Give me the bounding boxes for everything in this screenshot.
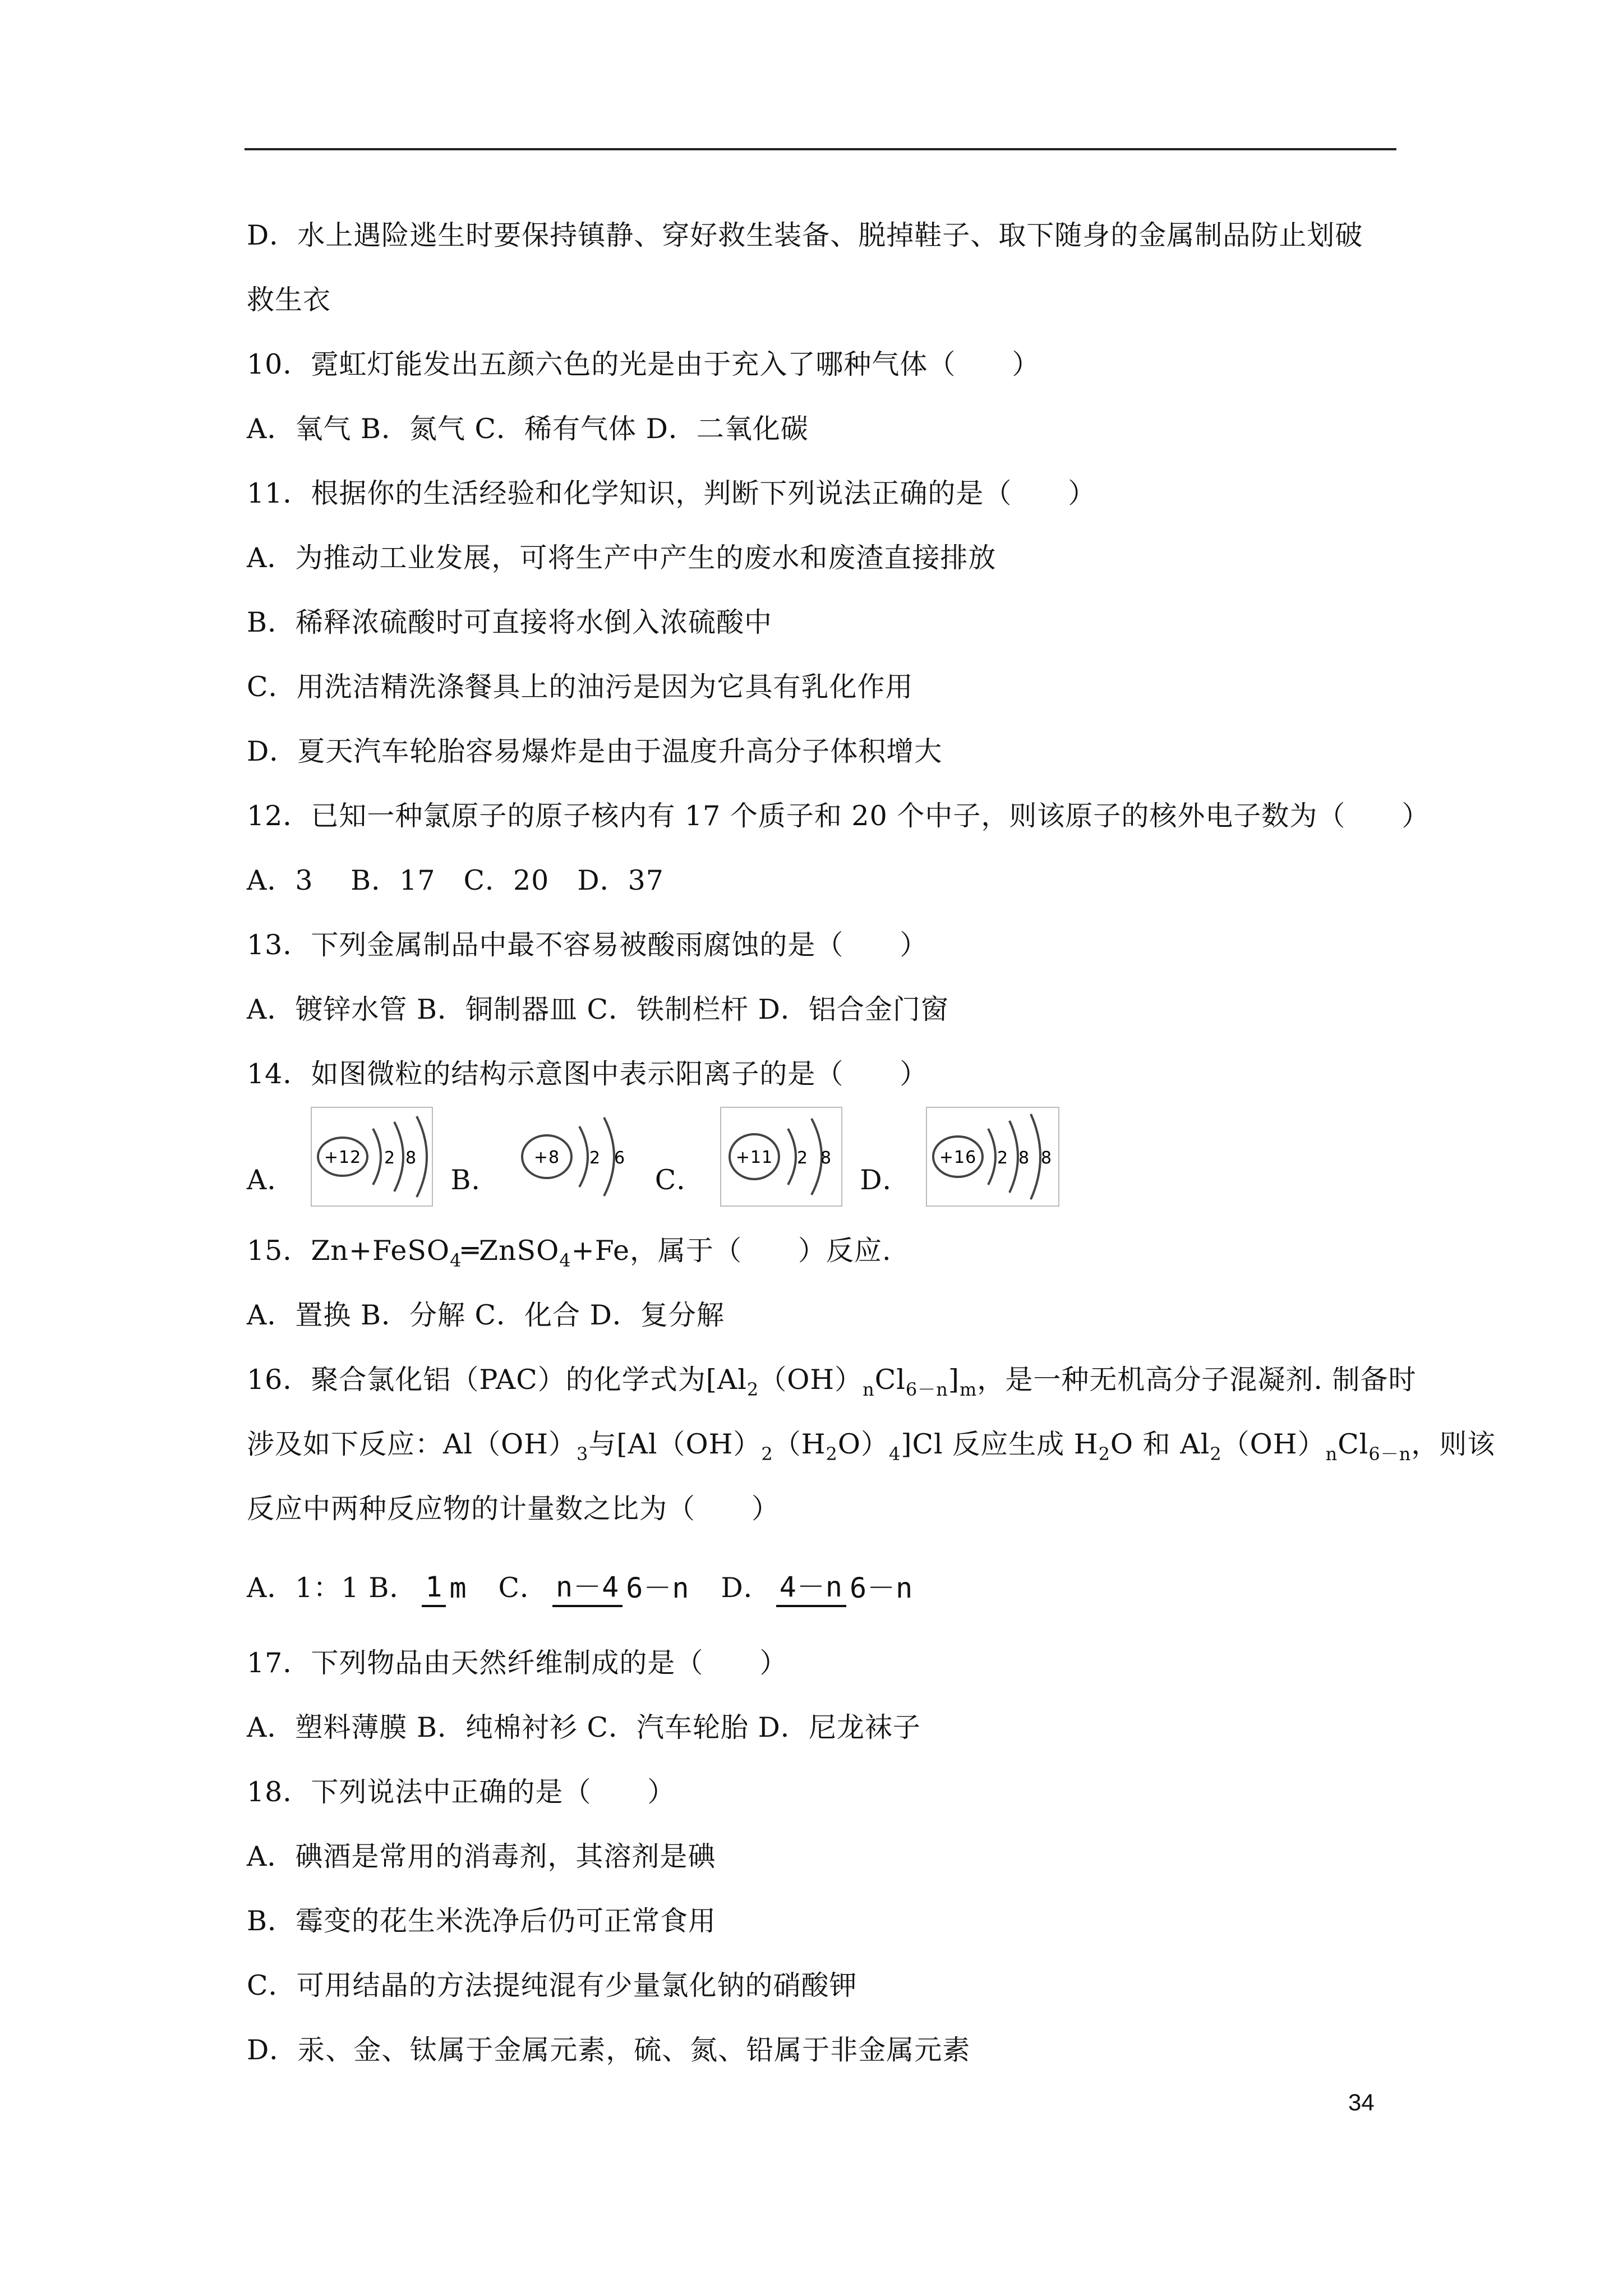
q14-label-a: A． xyxy=(247,1164,296,1196)
shell-d-3: 8 xyxy=(1041,1148,1053,1168)
header-rule xyxy=(245,148,1396,150)
shell-c-1: 2 xyxy=(796,1148,808,1168)
q10-stem: 10．霓虹灯能发出五颜六色的光是由于充入了哪种气体（ ） xyxy=(247,348,1040,380)
nucleus-label-b: +8 xyxy=(534,1148,560,1167)
shell-d-1: 2 xyxy=(997,1148,1009,1168)
fraction-c-numerator: n－4 xyxy=(552,1569,623,1607)
q13-stem: 13．下列金属制品中最不容易被酸雨腐蚀的是（ ） xyxy=(247,929,928,961)
q16-text: ，则该 xyxy=(1411,1428,1496,1460)
q16-text: （OH） xyxy=(759,1364,863,1396)
q12-stem: 12．已知一种氯原子的原子核内有 17 个质子和 20 个中子，则该原子的核外电子数为（ ） xyxy=(247,800,1430,832)
q16-sub: 2 xyxy=(1210,1443,1222,1465)
nucleus-label-a: +12 xyxy=(324,1148,362,1167)
q16-sub: 2 xyxy=(826,1443,838,1465)
q16-text: ] xyxy=(948,1364,960,1396)
q17-stem: 17．下列物品由天然纤维制成的是（ ） xyxy=(247,1647,788,1679)
q11-option-d: D．夏天汽车轮胎容易爆炸是由于温度升高分子体积增大 xyxy=(247,735,943,767)
nucleus-label-d: +16 xyxy=(939,1148,977,1167)
q16-text: O 和 Al xyxy=(1110,1428,1210,1460)
q16-line3: 反应中两种反应物的计量数之比为（ ） xyxy=(247,1493,780,1525)
fraction-d xyxy=(776,1568,916,1608)
shell-b-2: 6 xyxy=(614,1148,626,1168)
q18-option-b: B．霉变的花生米洗净后仍可正常食用 xyxy=(247,1905,717,1937)
fraction-d-denominator: 6－n xyxy=(850,1572,914,1605)
q15-stem-part: 15．Zn+FeSO xyxy=(247,1235,450,1267)
q16-text: （OH） xyxy=(1221,1428,1326,1460)
q16-text: 涉及如下反应：Al（OH） xyxy=(247,1428,577,1460)
q18-option-a: A．碘酒是常用的消毒剂，其溶剂是碘 xyxy=(247,1841,716,1872)
q16-sub: n xyxy=(1325,1443,1338,1465)
q15-sub: 4 xyxy=(450,1250,462,1271)
fraction-b-denominator: m xyxy=(449,1572,467,1605)
fraction-d-numerator: 4－n xyxy=(776,1569,846,1607)
q16-text: Cl xyxy=(1338,1428,1369,1460)
shell-b-1: 2 xyxy=(589,1148,601,1168)
q9-option-d-line1: D．水上遇险逃生时要保持镇静、穿好救生装备、脱掉鞋子、取下随身的金属制品防止划破 xyxy=(247,219,1363,251)
q11-option-c: C．用洗洁精洗涤餐具上的油污是因为它具有乳化作用 xyxy=(247,671,914,703)
q11-stem: 11．根据你的生活经验和化学知识，判断下列说法正确的是（ ） xyxy=(247,477,1096,509)
q16-text: O） xyxy=(837,1428,889,1460)
q15-stem xyxy=(247,1218,1396,1283)
q14-stem: 14．如图微粒的结构示意图中表示阳离子的是（ ） xyxy=(247,1058,928,1090)
q15-sub: 4 xyxy=(559,1250,571,1271)
q16-text: 与[Al（OH） xyxy=(588,1428,762,1460)
q16-sub: 6－n xyxy=(905,1379,948,1400)
q16-sub: n xyxy=(863,1379,875,1400)
q14-label-b: B． xyxy=(450,1164,500,1196)
fraction-b xyxy=(422,1568,470,1608)
fraction-c xyxy=(552,1568,693,1608)
q16-text: ]Cl 反应生成 H xyxy=(901,1428,1099,1460)
q14-options xyxy=(247,1106,1396,1218)
q17-options: A．塑料薄膜 B．纯棉衬衫 C．汽车轮胎 D．尼龙袜子 xyxy=(247,1711,921,1743)
q16-sub: 6－n xyxy=(1368,1443,1412,1465)
q16-line2 xyxy=(247,1412,1496,1476)
page-content xyxy=(247,203,1496,2082)
q11-option-a: A．为推动工业发展，可将生产中产生的废水和废渣直接排放 xyxy=(247,542,997,574)
q16-text: 16．聚合氯化铝（PAC）的化学式为[Al xyxy=(247,1364,747,1396)
q16-sub: 2 xyxy=(746,1379,759,1400)
q16-sub: 2 xyxy=(1098,1443,1110,1465)
q18-option-d: D．汞、金、钛属于金属元素，硫、氮、铅属于非金属元素 xyxy=(247,2034,971,2066)
q10-options: A．氧气 B．氮气 C．稀有气体 D．二氧化碳 xyxy=(247,413,809,445)
q16-sub: m xyxy=(960,1379,978,1400)
q14-label-d: D． xyxy=(860,1164,911,1196)
q16-sub: 2 xyxy=(761,1443,773,1465)
shell-d-2: 8 xyxy=(1018,1148,1030,1168)
q16-text: ，是一种无机高分子混凝剂. 制备时 xyxy=(977,1364,1417,1396)
q16-option-a-b-label: A．1：1 B． xyxy=(247,1571,418,1604)
q14-label-c: C． xyxy=(654,1164,705,1196)
q18-option-c: C．可用结晶的方法提纯混有少量氯化钠的硝酸钾 xyxy=(247,1970,857,2001)
q18-stem: 18．下列说法中正确的是（ ） xyxy=(247,1776,676,1808)
q16-text: Cl xyxy=(874,1364,906,1396)
nucleus-label-c: +11 xyxy=(735,1148,773,1167)
q12-options: A．3 B．17 C．20 D．37 xyxy=(247,864,664,896)
q13-options: A．镀锌水管 B．铜制器皿 C．铁制栏杆 D．铝合金门窗 xyxy=(247,993,949,1025)
page-number: 34 xyxy=(1348,2089,1375,2115)
shell-a-2: 8 xyxy=(405,1148,417,1168)
q16-option-c-label: C． xyxy=(498,1571,548,1604)
shell-c-2: 8 xyxy=(820,1148,832,1168)
q16-options xyxy=(247,1541,1396,1631)
q16-sub: 3 xyxy=(576,1443,589,1465)
q16-sub: 4 xyxy=(889,1443,901,1465)
fraction-c-denominator: 6－n xyxy=(626,1572,690,1605)
q15-stem-part: +Fe，属于（ ）反应. xyxy=(571,1235,892,1267)
q11-option-b: B．稀释浓硫酸时可直接将水倒入浓硫酸中 xyxy=(247,606,773,638)
q9-option-d-line2: 救生衣 xyxy=(247,284,331,316)
q16-line1 xyxy=(247,1347,1417,1412)
fraction-b-numerator: 1 xyxy=(422,1569,446,1607)
q15-stem-part: ═ZnSO xyxy=(462,1235,560,1267)
q15-options: A．置换 B．分解 C．化合 D．复分解 xyxy=(247,1299,725,1331)
q16-option-d-label: D． xyxy=(721,1571,772,1604)
q16-text: （H xyxy=(773,1428,826,1460)
shell-a-1: 2 xyxy=(384,1148,396,1168)
